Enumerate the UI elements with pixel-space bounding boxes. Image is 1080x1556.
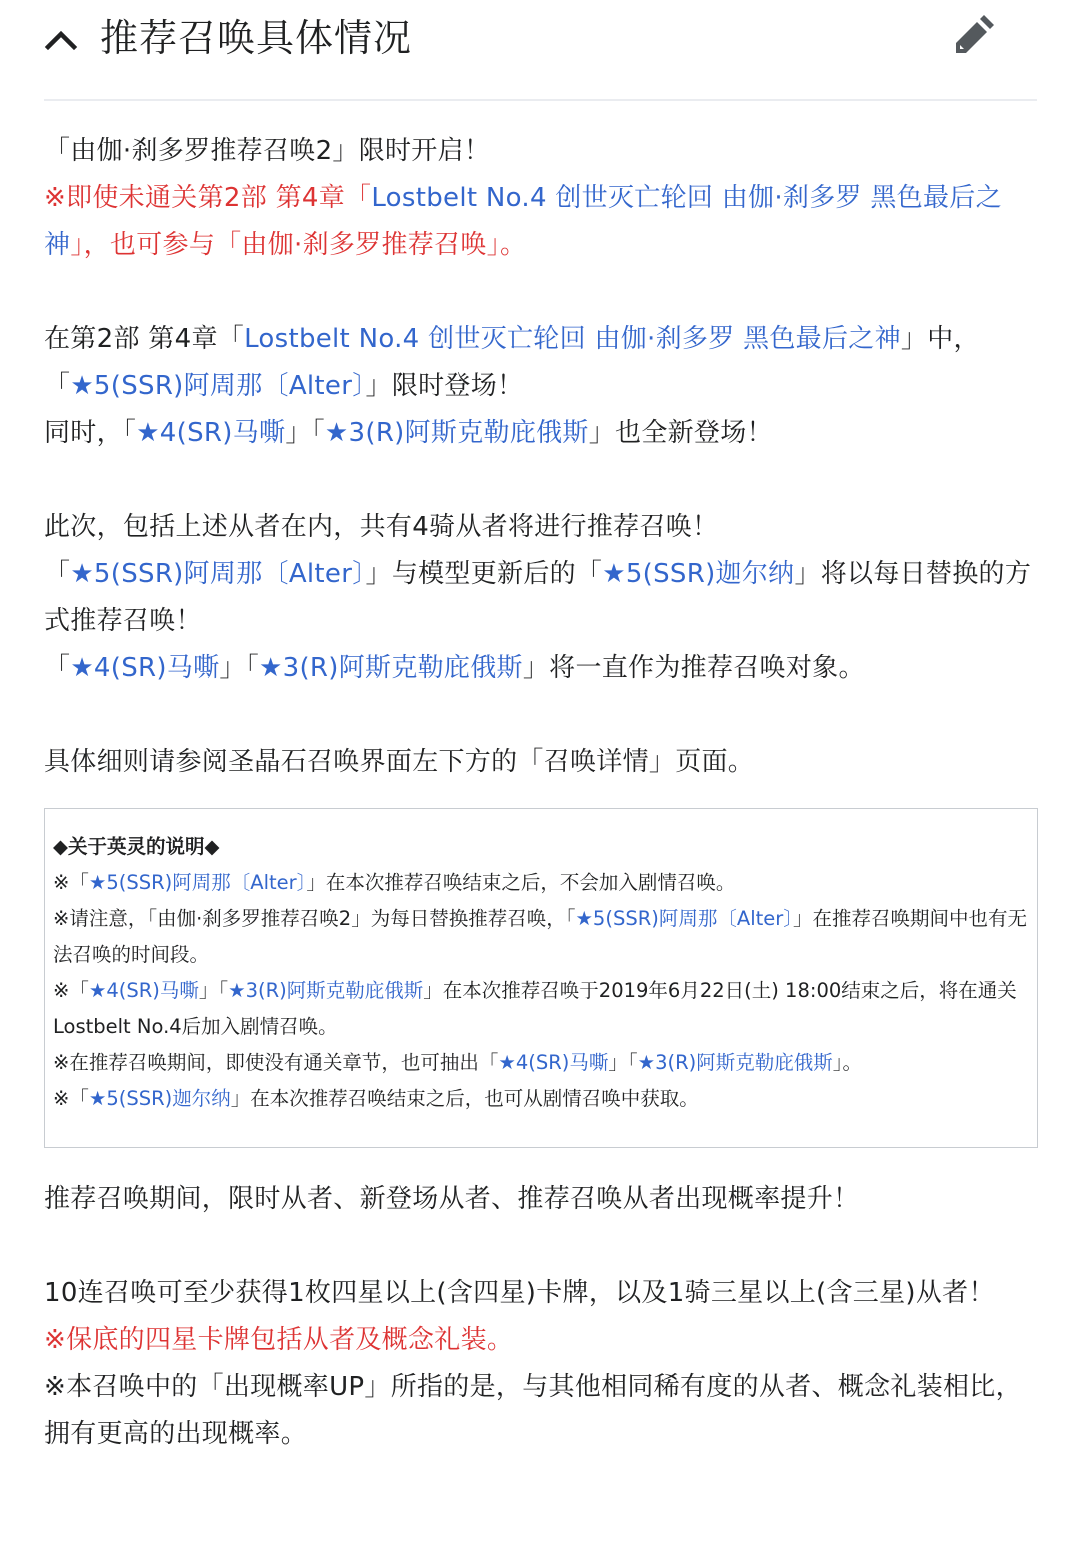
chevron-up-icon[interactable] — [44, 22, 78, 56]
text-segment: 」。 — [832, 1051, 863, 1074]
chapter-paragraph — [44, 316, 1038, 363]
text-segment: 在第2部 第4章「 — [44, 324, 245, 354]
text-segment: 同时，「 — [44, 418, 137, 448]
pencil-icon[interactable] — [953, 12, 997, 56]
servant-link-ashwatthama[interactable]: ★4(SR)马嘶 — [498, 1051, 609, 1074]
text-segment: 」「 — [219, 653, 260, 683]
servant-link-asclepius[interactable]: ★3(R)阿斯克勒庇俄斯 — [228, 979, 424, 1002]
rotation-paragraph — [44, 551, 1038, 645]
servant-link-asclepius[interactable]: ★3(R)阿斯克勒庇俄斯 — [259, 653, 523, 683]
spacer — [44, 692, 1038, 739]
servant-link-ashwatthama[interactable]: ★4(SR)马嘶 — [70, 653, 220, 683]
servant-link-karna[interactable]: ★5(SSR)迦尔纳 — [602, 559, 795, 589]
spacer — [44, 269, 1038, 316]
text-segment: 」「 — [198, 979, 229, 1002]
text-segment: 」将以每日替换的方式推荐召唤！ — [44, 559, 1032, 636]
text-segment: 」「 — [285, 418, 325, 448]
guarantee-paragraph: 10连召唤可至少获得1枚四星以上(含四星)卡牌，以及1骑三星以上(含三星)从者！ — [44, 1278, 995, 1308]
note-item — [53, 973, 1029, 1045]
rate-up-paragraph: 推荐召唤期间，限时从者、新登场从者、推荐召唤从者出现概率提升！ — [44, 1184, 860, 1214]
note-item — [53, 865, 1029, 901]
text-segment: ※「 — [53, 979, 89, 1002]
text-segment: 」，也可参与「由伽·刹多罗推荐召唤」。 — [70, 230, 527, 260]
note-box — [44, 808, 1038, 1148]
text-segment: 「 — [44, 653, 71, 683]
chapter-link[interactable]: Lostbelt No.4 创世灭亡轮回 由伽·刹多罗 黑色最后之神 — [244, 324, 901, 354]
text-segment: ※在推荐召唤期间，即使没有通关章节，也可抽出「 — [53, 1051, 499, 1074]
servant-link-asclepius[interactable]: ★3(R)阿斯克勒庇俄斯 — [324, 418, 589, 448]
section-header — [44, 0, 1037, 101]
warning-paragraph — [44, 175, 1038, 269]
servant-link-ashwatthama[interactable]: ★4(SR)马嘶 — [136, 418, 286, 448]
text-segment: 」中， — [900, 324, 980, 354]
spacer — [44, 1223, 1038, 1270]
servant-link-arjuna-alter[interactable]: ★5(SSR)阿周那〔Alter〕 — [575, 907, 794, 930]
text-segment: 」限时登场！ — [365, 371, 524, 401]
text-segment: 」在本次推荐召唤于2019年6月22日(土) 18:00结束之后，将在通关Lostbelt No.4后加入剧情召唤。 — [53, 979, 1017, 1038]
servant-link-ashwatthama[interactable]: ★4(SR)马嘶 — [88, 979, 199, 1002]
details-paragraph: 具体细则请参阅圣晶石召唤界面左下方的「召唤详情」页面。 — [44, 747, 755, 777]
servant-link-karna[interactable]: ★5(SSR)迦尔纳 — [88, 1087, 231, 1110]
guarantee-note: ※保底的四星卡牌包括从者及概念礼装。 — [44, 1325, 514, 1355]
note-item — [53, 1045, 1029, 1081]
intro-paragraph: 「由伽·刹多罗推荐召唤2」限时开启！ — [44, 136, 491, 166]
text-segment: ※「 — [53, 871, 89, 894]
note-title: ◆关于英灵的说明◆ — [53, 835, 220, 858]
article-content — [44, 128, 1038, 1458]
text-segment: 「 — [44, 559, 71, 589]
servant-link-arjuna-alter[interactable]: ★5(SSR)阿周那〔Alter〕 — [88, 871, 307, 894]
chapter-link[interactable]: Lostbelt No.4 创世灭亡轮回 由伽·刹多罗 黑色最后之神 — [44, 183, 1002, 260]
summary-paragraph: 此次，包括上述从者在内，共有4骑从者将进行推荐召唤！ — [44, 512, 719, 542]
spacer — [44, 457, 1038, 504]
permanent-paragraph — [44, 645, 1038, 692]
note-item — [53, 1081, 1029, 1117]
text-segment: ※「 — [53, 1087, 89, 1110]
text-segment: 」也全新登场！ — [588, 418, 773, 448]
servant-paragraph — [44, 363, 1038, 410]
text-segment: 」在推荐召唤期间中也有无法召唤的时间段。 — [53, 907, 1028, 966]
servant-link-asclepius[interactable]: ★3(R)阿斯克勒庇俄斯 — [637, 1051, 833, 1074]
text-segment: 」「 — [608, 1051, 638, 1074]
text-segment: ※请注意，「由伽·刹多罗推荐召唤2」为每日替换推荐召唤，「 — [53, 907, 576, 930]
text-segment: 「 — [44, 371, 71, 401]
text-segment: 」在本次推荐召唤结束之后，也可从剧情召唤中获取。 — [230, 1087, 699, 1110]
text-segment: 」在本次推荐召唤结束之后，不会加入剧情召唤。 — [306, 871, 736, 894]
section-title: 推荐召唤具体情况 — [100, 16, 413, 60]
text-segment: 」将一直作为推荐召唤对象。 — [522, 653, 865, 683]
servant-link-arjuna-alter[interactable]: ★5(SSR)阿周那〔Alter〕 — [70, 559, 366, 589]
servant-link-arjuna-alter[interactable]: ★5(SSR)阿周那〔Alter〕 — [70, 371, 366, 401]
text-segment: 」与模型更新后的「 — [365, 559, 603, 589]
text-segment: ※即使未通关第2部 第4章「 — [44, 183, 372, 213]
rate-up-note: ※本召唤中的「出现概率UP」所指的是，与其他相同稀有度的从者、概念礼装相比，拥有更高的出现概率。 — [44, 1372, 1022, 1449]
note-item — [53, 901, 1029, 973]
servant-paragraph — [44, 410, 1038, 457]
